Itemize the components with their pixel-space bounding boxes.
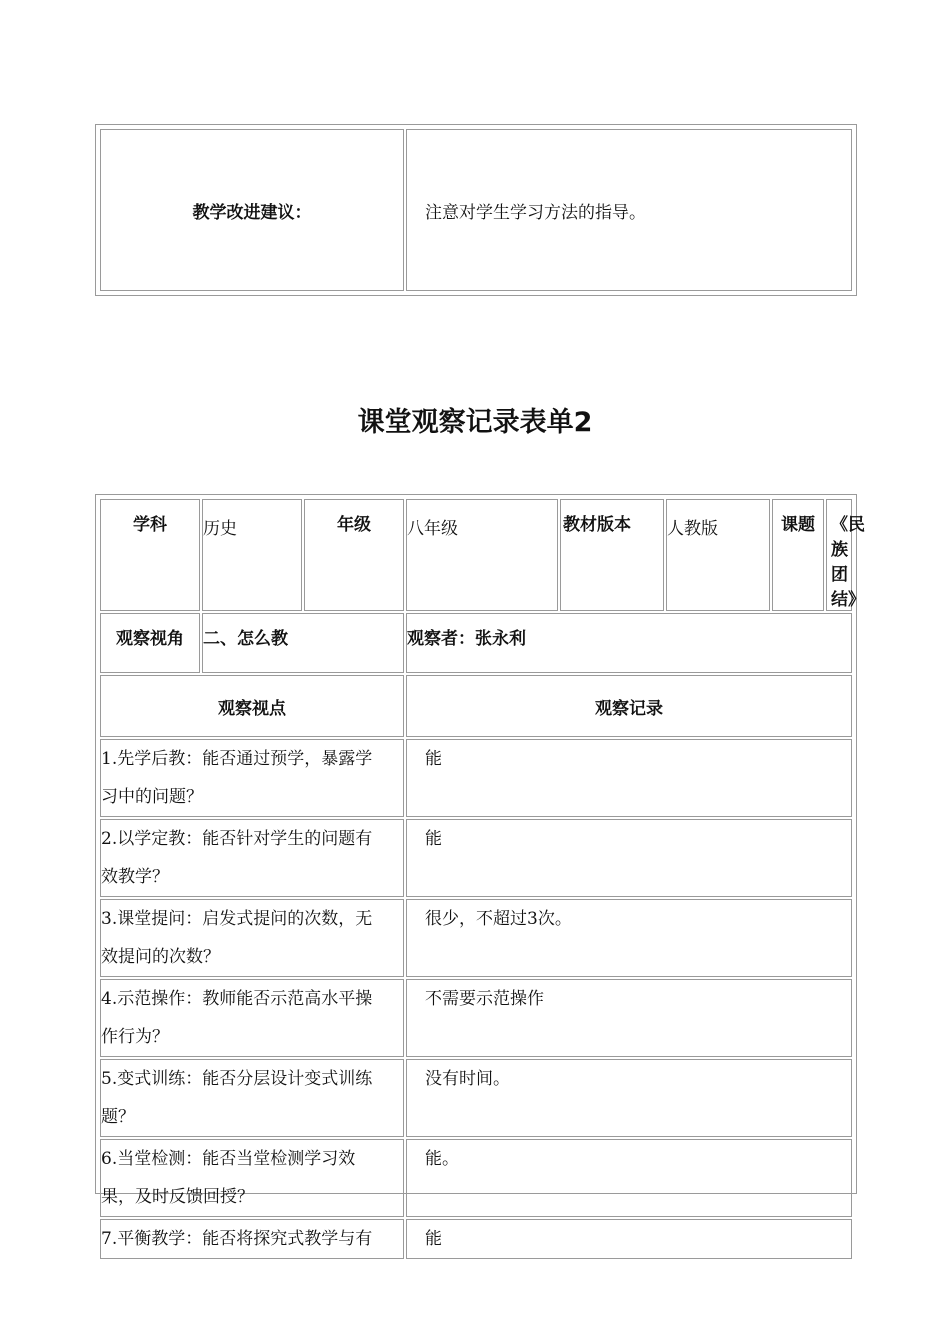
subject-value: 历史 (202, 499, 302, 611)
observation-record: 能 (406, 1219, 852, 1259)
observation-point-line: 效提问的次数？ (101, 947, 220, 967)
observation-record: 不需要示范操作 (406, 979, 852, 1057)
observation-record: 能 (406, 819, 852, 897)
perspective-label: 观察视角 (100, 613, 200, 673)
observation-point-line: 效教学？ (101, 867, 169, 887)
observation-point-line: 6.当堂检测：能否当堂检测学习效 (101, 1149, 356, 1169)
observation-point (100, 899, 404, 977)
perspective-value: 二、怎么教 (202, 613, 404, 673)
textbook-label: 教材版本 (560, 499, 664, 611)
observation-point-line: 5.变式训练：能否分层设计变式训练 (101, 1069, 373, 1089)
observation-point-line: 3.课堂提问：启发式提问的次数，无 (101, 909, 373, 929)
observation-point-line: 7.平衡教学：能否将探究式教学与有 (101, 1229, 373, 1249)
observation-point-line: 4.示范操作：教师能否示范高水平操 (101, 989, 373, 1009)
observation-point-line: 习中的问题？ (101, 787, 203, 807)
observation-point (100, 739, 404, 817)
observation-point (100, 1139, 404, 1217)
observation-point (100, 1219, 404, 1259)
grade-label: 年级 (304, 499, 404, 611)
topic-label: 课题 (772, 499, 824, 611)
improvement-content: 注意对学生学习方法的指导。 (406, 129, 852, 291)
topic-value: 《民族团结》 (826, 499, 852, 611)
observation-record: 能。 (406, 1139, 852, 1217)
observation-table (95, 494, 865, 1249)
observation-point-line: 题？ (101, 1107, 135, 1127)
textbook-value: 人教版 (666, 499, 770, 611)
observation-record: 没有时间。 (406, 1059, 852, 1137)
observation-point (100, 979, 404, 1057)
observation-point-line: 作行为？ (101, 1027, 169, 1047)
observation-record: 很少，不超过3次。 (406, 899, 852, 977)
observation-point-line: 1.先学后教：能否通过预学，暴露学 (101, 749, 373, 769)
observation-point-line: 果，及时反馈回授？ (101, 1187, 254, 1207)
observation-point (100, 1059, 404, 1137)
subject-label: 学科 (100, 499, 200, 611)
improvement-table (95, 124, 857, 296)
observation-point (100, 819, 404, 897)
column-header-record: 观察记录 (406, 675, 852, 737)
column-header-point: 观察视点 (100, 675, 404, 737)
grade-value: 八年级 (406, 499, 558, 611)
page-title: 课堂观察记录表单2 (357, 407, 593, 438)
observation-point-line: 2.以学定教：能否针对学生的问题有 (101, 829, 373, 849)
observer: 观察者：张永利 (406, 613, 852, 673)
observation-record: 能 (406, 739, 852, 817)
improvement-label: 教学改进建议： (100, 129, 404, 291)
